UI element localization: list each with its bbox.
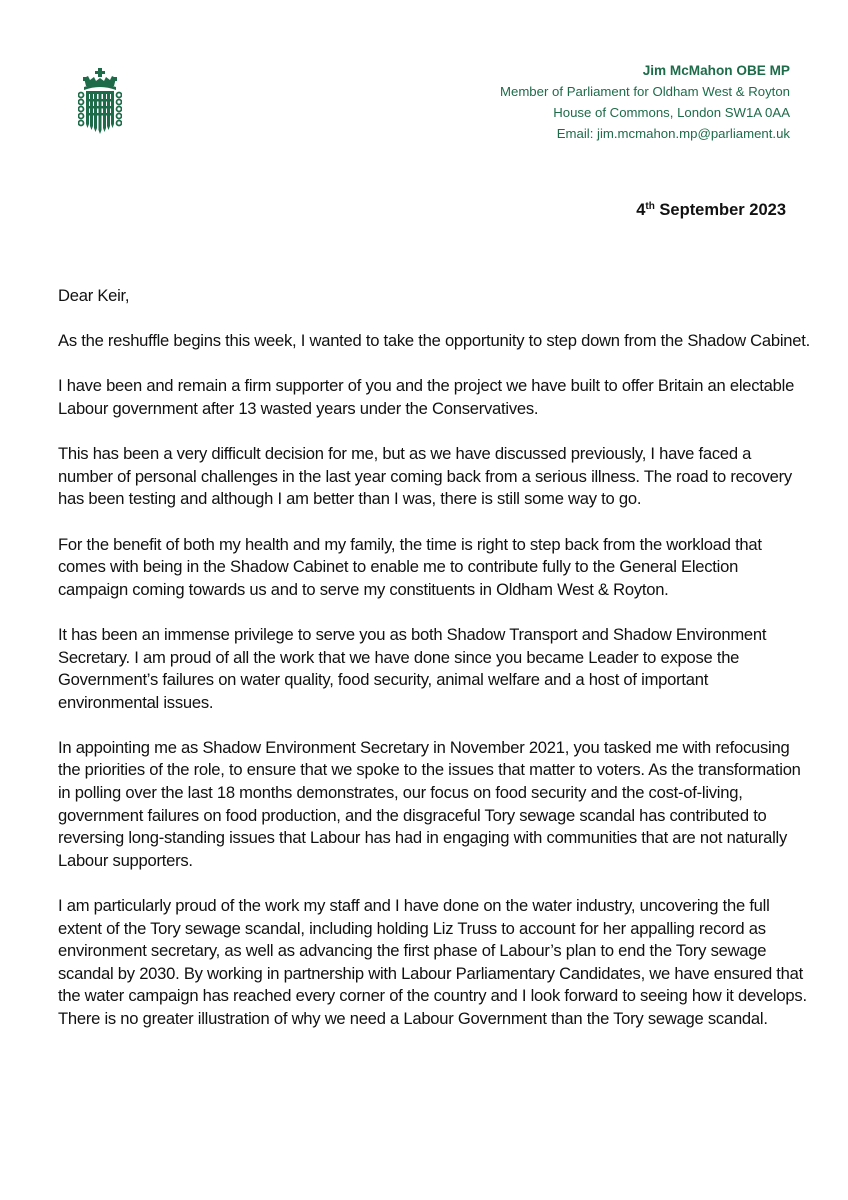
date-month-year: September 2023 (654, 201, 786, 219)
letterhead (500, 60, 790, 144)
date-suffix: th (645, 201, 655, 212)
letter-date (636, 201, 786, 220)
sender-name: Jim McMahon OBE MP (642, 63, 790, 78)
letter-body (58, 285, 810, 1053)
paragraph-1: As the reshuffle begins this week, I wanted to take the opportunity to step down from the Shadow Cabinet. (58, 331, 810, 351)
paragraph-2: I have been and remain a firm supporter of you and the project we have built to offer Britain an electable Labour government after 13 wasted years under the Conservatives. (58, 376, 795, 418)
paragraph-5: It has been an immense privilege to serve you as both Shadow Transport and Shadow Environment Secretary. I am proud of all the work that we have done since you became Leader to expose the Government’s failures on water quality, food security, animal welfare and a host of important environmental issues. (58, 624, 767, 712)
sender-address: House of Commons, London SW1A 0AA (553, 105, 790, 120)
portcullis-crown-icon (78, 68, 122, 138)
paragraph-6: In appointing me as Shadow Environment Secretary in November 2021, you tasked me with refocusing the priorities of the role, to ensure that we spoke to the issues that matter to voters. As the transformation in polling over the last 18 months demonstrates, our focus on food security and the cost-of-living, government failures on food production, and the disgraceful Tory sewage scandal has contributed to reversing long-standing issues that Labour has had in engaging with communities that are not naturally Labour supporters. (58, 737, 801, 870)
sender-email: Email: jim.mcmahon.mp@parliament.uk (556, 126, 790, 141)
paragraph-4: For the benefit of both my health and my family, the time is right to step back from the workload that comes with being in the Shadow Cabinet to enable me to contribute fully to the General Election campaign coming towards us and to serve my constituents in Oldham West & Royton. (58, 534, 762, 599)
sender-role: Member of Parliament for Oldham West & Royton (500, 84, 790, 99)
date-day: 4 (636, 201, 646, 219)
salutation: Dear Keir, (58, 286, 130, 305)
paragraph-7: I am particularly proud of the work my staff and I have done on the water industry, uncovering the full extent of the Tory sewage scandal, including holding Liz Truss to account for her appalling record as environment secretary, as well as advancing the first phase of Labour’s plan to end the Tory sewage scandal by 2030. By working in partnership with Labour Parliamentary Candidates, we have ensured that the water campaign has reached every corner of the country and I look forward to seeing how it develops. There is no greater illustration of why we need a Labour Government than the Tory sewage scandal. (58, 896, 807, 1028)
paragraph-3: This has been a very difficult decision for me, but as we have discussed previously, I have faced a number of personal challenges in the last year coming back from a serious illness. The road to recovery has been testing and although I am better than I was, there is still some way to go. (58, 444, 792, 509)
